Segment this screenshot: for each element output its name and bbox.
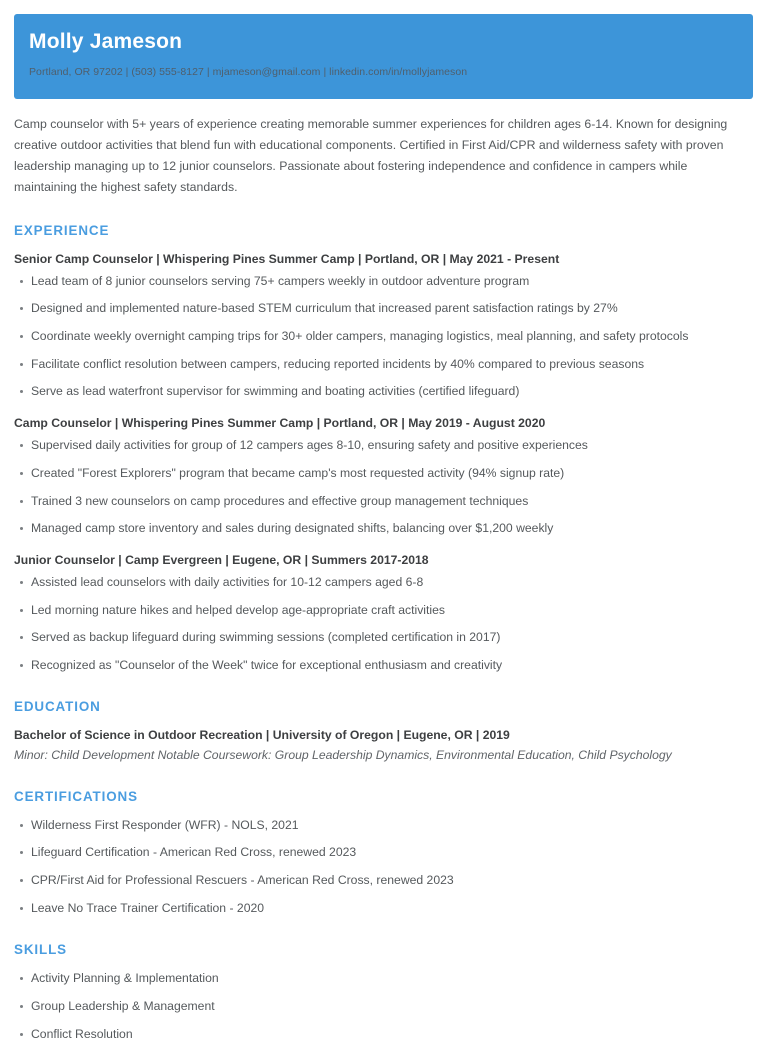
list-item: Lead team of 8 junior counselors serving 75+ campers weekly in outdoor adventure program [14,273,752,291]
section-certifications [14,789,752,918]
resume-body [0,114,768,1043]
list-item: Serve as lead waterfront supervisor for swimming and boating activities (certified lifeguard) [14,383,752,401]
job-heading: Junior Counselor | Camp Evergreen | Eugene, OR | Summers 2017-2018 [14,552,429,567]
section-title-experience: EXPERIENCE [14,222,110,238]
list-item: Recognized as "Counselor of the Week" twice for exceptional enthusiasm and creativity [14,657,752,675]
professional-summary: Camp counselor with 5+ years of experience creating memorable summer experiences for children ages 6-14. Known for designing creative outdoor activities that blend fun with educational components. Certified in First Aid/CPR and wilderness safety with proven leadership managing up to 12 junior counselors. Passionate about fostering independence and confidence in campers while maintaining the highest safety standards. [14,117,728,195]
list-item: Leave No Trace Trainer Certification - 2020 [14,900,752,918]
education-heading: Bachelor of Science in Outdoor Recreation | University of Oregon | Eugene, OR | 2019 [14,727,510,742]
section-experience [14,223,752,675]
resume-document [0,14,768,1043]
job-bullet-list [14,574,752,675]
contact-info-line: Portland, OR 97202 | (503) 555-8127 | mjameson@gmail.com | linkedin.com/in/mollyjameson [29,66,468,79]
education-entry [14,727,752,765]
list-item: Facilitate conflict resolution between campers, reducing reported incidents by 40% compared to previous seasons [14,356,752,374]
job-heading: Camp Counselor | Whispering Pines Summer Camp | Portland, OR | May 2019 - August 2020 [14,416,546,431]
experience-entry [14,251,752,402]
list-item: Created "Forest Explorers" program that became camp's most requested activity (94% signup rate) [14,465,752,483]
candidate-name: Molly Jameson [29,30,183,53]
list-item: Activity Planning & Implementation [14,970,752,988]
job-bullet-list [14,273,752,401]
section-title-certifications: CERTIFICATIONS [14,788,138,804]
job-bullet-list [14,437,752,538]
list-item: Supervised daily activities for group of 12 campers ages 8-10, ensuring safety and positive experiences [14,437,752,455]
education-detail: Minor: Child Development Notable Coursework: Group Leadership Dynamics, Environmental Education, Child Psychology [14,747,672,762]
list-item: Served as backup lifeguard during swimming sessions (completed certification in 2017) [14,629,752,647]
experience-entry [14,415,752,538]
section-education [14,699,752,765]
experience-entry [14,552,752,675]
list-item: CPR/First Aid for Professional Rescuers - American Red Cross, renewed 2023 [14,872,752,890]
list-item: Lifeguard Certification - American Red Cross, renewed 2023 [14,844,752,862]
list-item: Assisted lead counselors with daily activities for 10-12 campers aged 6-8 [14,574,752,592]
list-item: Managed camp store inventory and sales during designated shifts, balancing over $1,200 weekly [14,520,752,538]
list-item: Led morning nature hikes and helped develop age-appropriate craft activities [14,602,752,620]
resume-header-banner [14,14,753,99]
section-skills [14,942,752,1043]
job-heading: Senior Camp Counselor | Whispering Pines Summer Camp | Portland, OR | May 2021 - Present [14,251,560,266]
skills-list [14,970,752,1043]
list-item: Group Leadership & Management [14,998,752,1016]
section-title-education: EDUCATION [14,698,101,714]
list-item: Trained 3 new counselors on camp procedures and effective group management techniques [14,493,752,511]
list-item: Wilderness First Responder (WFR) - NOLS, 2021 [14,817,752,835]
list-item: Designed and implemented nature-based STEM curriculum that increased parent satisfaction ratings by 27% [14,300,752,318]
list-item: Coordinate weekly overnight camping trips for 30+ older campers, managing logistics, meal planning, and safety protocols [14,328,752,346]
list-item: Conflict Resolution [14,1026,752,1043]
section-title-skills: SKILLS [14,942,68,958]
certifications-list [14,817,752,918]
